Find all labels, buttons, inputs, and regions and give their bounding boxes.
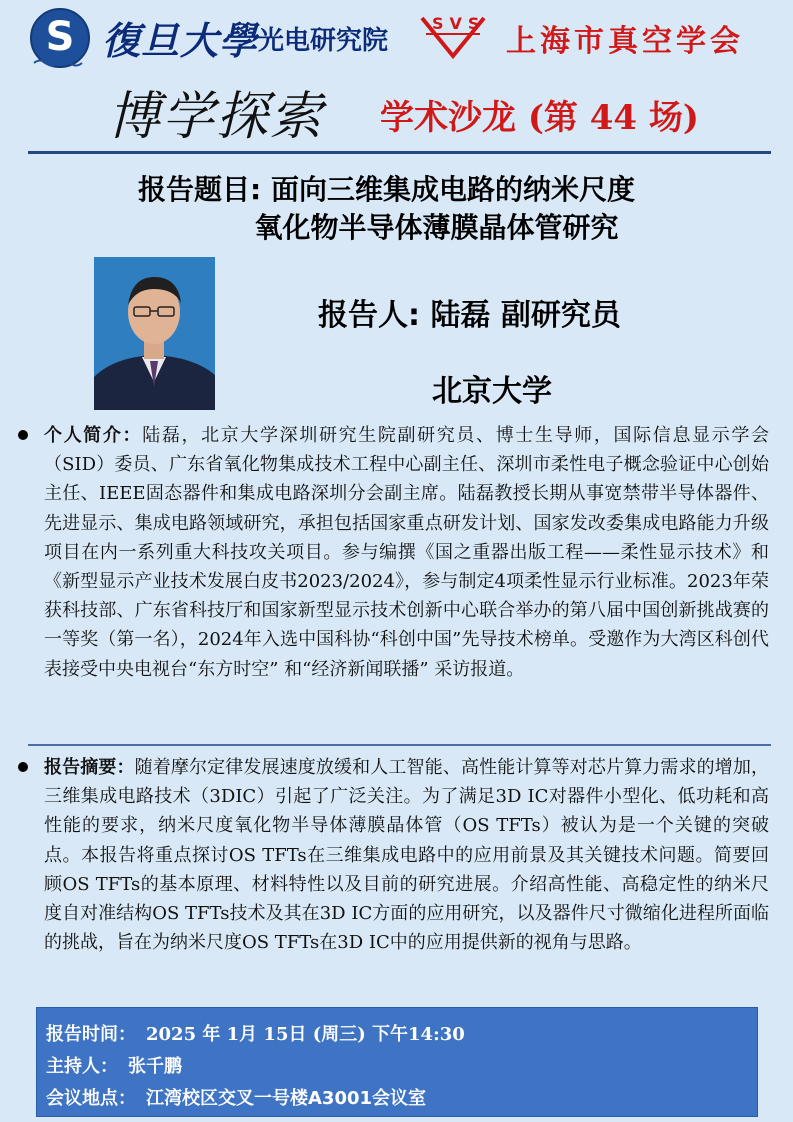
speaker-name: 报告人: 陆磊 副研究员 xyxy=(318,298,621,333)
speaker-affiliation: 北京大学 xyxy=(432,374,552,409)
event-time-value: 2025 年 1月 15日 (周三) 下午14:30 xyxy=(146,1024,465,1045)
bio-paragraph xyxy=(44,421,769,684)
middle-divider xyxy=(28,744,771,746)
event-venue-label: 会议地点： xyxy=(46,1088,136,1109)
abstract-bullet-icon xyxy=(18,762,28,772)
event-venue-value: 江湾校区交叉一号楼A3001会议室 xyxy=(146,1088,427,1109)
event-host-row xyxy=(46,1052,182,1078)
report-title-line1: 报告题目: 面向三维集成电路的纳米尺度 xyxy=(138,173,635,206)
bio-label: 个人简介： xyxy=(44,425,143,446)
report-title-line2: 氧化物半导体薄膜晶体管研究 xyxy=(254,211,619,244)
abstract-label: 报告摘要： xyxy=(44,757,135,778)
event-time-label: 报告时间： xyxy=(46,1024,136,1045)
abstract-paragraph xyxy=(44,753,769,957)
fudan-logo-waves-icon xyxy=(32,58,88,68)
series-calligraphy: 博学探索 xyxy=(108,87,325,147)
event-host-value: 张千鹏 xyxy=(128,1056,182,1077)
abstract-text: 随着摩尔定律发展速度放缓和人工智能、高性能计算等对芯片算力需求的增加，三维集成电路技术（3DIC）引起了广泛关注。为了满足3D IC对器件小型化、低功耗和高性能的要求，纳米尺度氧化物半导体薄膜晶体管（OS TFTs）被认为是一个关键的突破点。本报告将重点探讨OS TFTs在三维集成电路中的应用前景及其关键技术问题。简要回顾OS TFTs的基本原理、材料特性以及目前的研究进展。介绍高性能、高稳定性的纳米尺度自对准结构OS TFTs技术及其在3D IC方面的应用研究，以及器件尺寸微缩化进程所面临的挑战，旨在为纳米尺度OS TFTs在3D IC中的应用提供新的视角与思路。 xyxy=(44,757,769,954)
fudan-logo-icon: S xyxy=(45,14,75,60)
svs-logo-text: SVS xyxy=(432,14,486,33)
event-time-row xyxy=(46,1020,465,1046)
salon-title: 学术沙龙 (第 44 场) xyxy=(380,98,699,138)
society-name: 上海市真空学会 xyxy=(506,24,744,59)
university-name: 復旦大學 xyxy=(102,18,259,63)
event-host-label: 主持人： xyxy=(46,1056,118,1077)
bio-text: 陆磊，北京大学深圳研究生院副研究员、博士生导师，国际信息显示学会（SID）委员、广东省氧化物集成技术工程中心副主任、深圳市柔性电子概念验证中心创始主任、IEEE固态器件和集成电路深圳分会副主席。陆磊教授长期从事宽禁带半导体器件、先进显示、集成电路领域研究，承担包括国家重点研发计划、国家发改委集成电路能力升级项目在内一系列重大科技攻关项目。参与编撰《国之重器出版工程——柔性显示技术》和《新型显示产业技术发展白皮书2023/2024》，参与制定4项柔性显示行业标准。2023年荣获科技部、广东省科技厅和国家新型显示技术创新中心联合举办的第八届中国创新挑战赛的一等奖（第一名），2024年入选中国科协“科创中国”先导技术榜单。受邀作为大湾区科创代表接受中央电视台“东方时空” 和“经济新闻联播” 采访报道。 xyxy=(44,425,770,680)
institute-name: 光电研究院 xyxy=(258,26,389,56)
bio-bullet-icon xyxy=(18,430,28,440)
event-venue-row xyxy=(46,1084,426,1110)
speaker-photo xyxy=(94,257,215,410)
top-divider xyxy=(28,151,771,154)
